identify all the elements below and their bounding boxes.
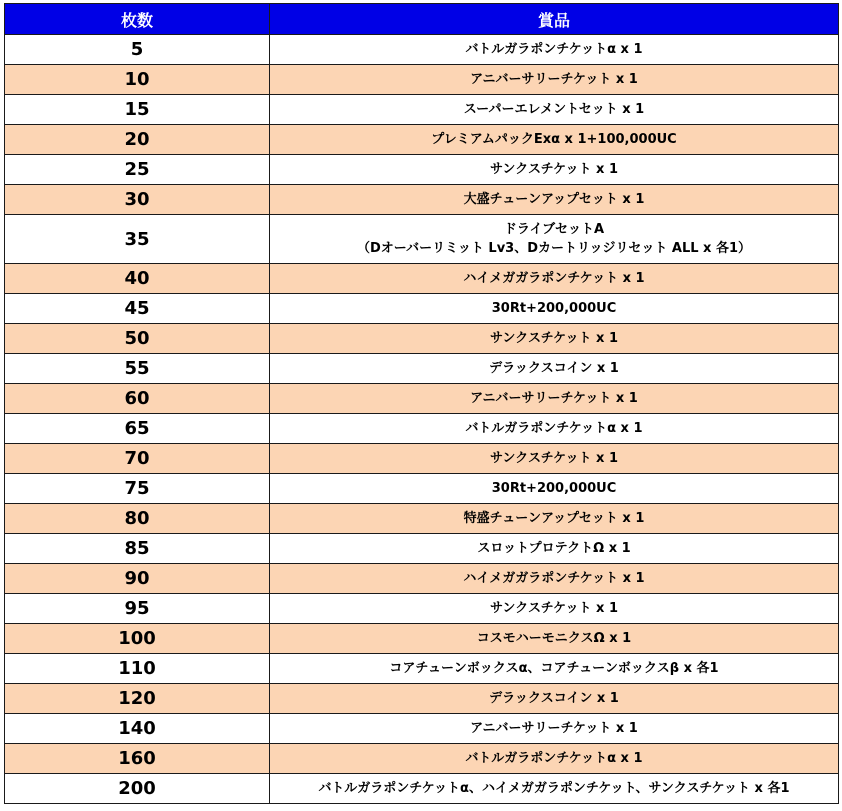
prize-cell: 大盛チューンアップセット x 1 [270,185,839,215]
prize-cell: プレミアムパックExα x 1+100,000UC [270,125,839,155]
prize-cell: スーパーエレメントセット x 1 [270,95,839,125]
table-row [5,684,839,714]
ticket-count-cell: 20 [5,125,270,155]
prize-cell: アニバーサリーチケット x 1 [270,714,839,744]
table-header-row [5,4,839,35]
table-row [5,354,839,384]
ticket-count-cell: 60 [5,384,270,414]
prize-detail-line: （Dオーバーリミット Lv3、Dカートリッジリセット ALL x 各1） [357,241,751,256]
ticket-count-cell: 30 [5,185,270,215]
ticket-count-cell: 5 [5,35,270,65]
prize-column-header: 賞品 [270,4,839,35]
prize-cell: バトルガラポンチケットα x 1 [270,414,839,444]
table-row [5,654,839,684]
ticket-count-cell: 40 [5,264,270,294]
ticket-count-cell: 80 [5,504,270,534]
prize-cell: ハイメガガラポンチケット x 1 [270,564,839,594]
ticket-count-cell: 65 [5,414,270,444]
table-row [5,534,839,564]
prize-cell: 30Rt+200,000UC [270,474,839,504]
ticket-count-cell: 95 [5,594,270,624]
prize-cell: デラックスコイン x 1 [270,354,839,384]
table-body [5,35,839,804]
prize-cell: サンクスチケット x 1 [270,155,839,185]
prize-cell: サンクスチケット x 1 [270,594,839,624]
ticket-count-cell: 35 [5,215,270,264]
prize-cell: アニバーサリーチケット x 1 [270,384,839,414]
prize-table [4,3,839,804]
ticket-count-cell: 15 [5,95,270,125]
table-row [5,264,839,294]
ticket-count-cell: 100 [5,624,270,654]
table-row [5,35,839,65]
prize-cell: コアチューンボックスα、コアチューンボックスβ x 各1 [270,654,839,684]
ticket-count-cell: 70 [5,444,270,474]
table-row [5,384,839,414]
prize-cell: サンクスチケット x 1 [270,324,839,354]
table-row [5,474,839,504]
table-row [5,215,839,264]
prize-cell: バトルガラポンチケットα x 1 [270,744,839,774]
ticket-count-cell: 55 [5,354,270,384]
prize-cell: バトルガラポンチケットα、ハイメガガラポンチケット、サンクスチケット x 各1 [270,774,839,804]
table-row [5,324,839,354]
ticket-count-cell: 45 [5,294,270,324]
ticket-count-cell: 160 [5,744,270,774]
prize-cell: コスモハーモニクスΩ x 1 [270,624,839,654]
count-column-header: 枚数 [5,4,270,35]
table-row [5,774,839,804]
table-row [5,125,839,155]
ticket-count-cell: 120 [5,684,270,714]
table-row [5,744,839,774]
prize-cell [270,215,839,264]
prize-cell: スロットプロテクトΩ x 1 [270,534,839,564]
prize-cell: 30Rt+200,000UC [270,294,839,324]
table-row [5,294,839,324]
ticket-count-cell: 110 [5,654,270,684]
table-row [5,504,839,534]
ticket-count-cell: 140 [5,714,270,744]
table-row [5,185,839,215]
ticket-count-cell: 10 [5,65,270,95]
table-row [5,714,839,744]
prize-cell: ハイメガガラポンチケット x 1 [270,264,839,294]
table-row [5,564,839,594]
ticket-count-cell: 200 [5,774,270,804]
prize-cell: 特盛チューンアップセット x 1 [270,504,839,534]
table-row [5,155,839,185]
ticket-count-cell: 25 [5,155,270,185]
ticket-count-cell: 90 [5,564,270,594]
prize-cell: サンクスチケット x 1 [270,444,839,474]
prize-line: ドライブセットA [503,222,605,237]
table-row [5,624,839,654]
prize-cell: デラックスコイン x 1 [270,684,839,714]
prize-cell: バトルガラポンチケットα x 1 [270,35,839,65]
prize-cell: アニバーサリーチケット x 1 [270,65,839,95]
table-row [5,594,839,624]
ticket-count-cell: 50 [5,324,270,354]
ticket-count-cell: 75 [5,474,270,504]
table-row [5,65,839,95]
table-row [5,444,839,474]
table-row [5,95,839,125]
table-row [5,414,839,444]
ticket-count-cell: 85 [5,534,270,564]
